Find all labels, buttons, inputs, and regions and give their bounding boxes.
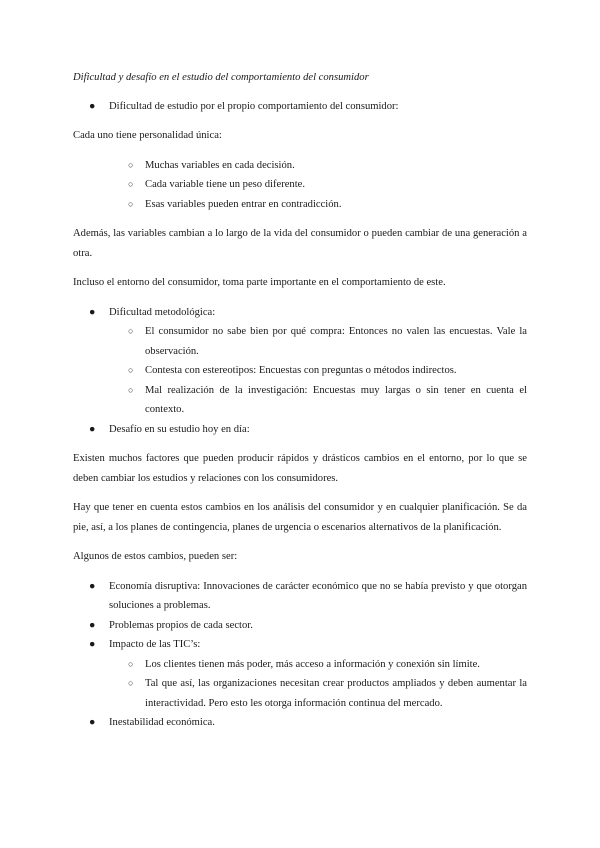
- sub-list-item: [109, 361, 527, 381]
- sub-list-item-text: Muchas variables en cada decisión.: [145, 159, 295, 171]
- paragraph: Algunos de estos cambios, pueden ser:: [73, 551, 238, 562]
- paragraph: Cada uno tiene personalidad única:: [73, 130, 222, 141]
- circle-bullet-icon: ○: [128, 326, 134, 336]
- bullet-icon: ●: [89, 639, 96, 650]
- list-item: [73, 303, 527, 323]
- list-item-text: Desafío en su estudio hoy en día:: [109, 423, 250, 435]
- paragraph: Además, las variables cambian a lo largo de la vida del consumidor o pueden cambiar de una generación a otra.: [73, 228, 527, 259]
- list-item-text: Impacto de las TIC’s:: [109, 639, 201, 650]
- sub-list-1: [109, 156, 527, 215]
- document-body: [73, 68, 527, 733]
- bullet-list-4: [73, 577, 527, 655]
- bullet-list-1: [73, 97, 527, 117]
- sub-list-item: [109, 655, 527, 675]
- sub-list-item: [109, 175, 527, 195]
- bullet-icon: ●: [89, 306, 96, 318]
- list-item-text: Dificultad de estudio por el propio comportamiento del consumidor:: [109, 100, 399, 112]
- sub-list-item-text: El consumidor no sabe bien por qué compra: Entonces no valen las encuestas. Vale la observación.: [145, 326, 527, 357]
- sub-list-item: [109, 381, 527, 420]
- sub-list-item-text: Mal realización de la investigación: Encuestas muy largas o sin tener en cuenta el contexto.: [145, 384, 527, 415]
- paragraph: Hay que tener en cuenta estos cambios en los análisis del consumidor y en cualquier planificación. Se da pie, así, a los planes de contingencia, planes de urgencia o escenarios alternativos de la planificación.: [73, 502, 527, 533]
- list-item-text: Inestabilidad económica.: [109, 717, 215, 728]
- list-item: [73, 713, 527, 733]
- sub-list-item-text: Contesta con estereotipos: Encuestas con preguntas o métodos indirectos.: [145, 365, 457, 376]
- circle-bullet-icon: ○: [128, 159, 134, 170]
- list-item-text: Dificultad metodológica:: [109, 306, 216, 318]
- bullet-icon: ●: [89, 717, 96, 728]
- bullet-list-3: [73, 420, 527, 440]
- circle-bullet-icon: ○: [128, 198, 134, 209]
- sub-list-item-text: Esas variables pueden entrar en contradicción.: [145, 198, 342, 210]
- list-item: [73, 97, 527, 117]
- sub-list-item-text: Tal que así, las organizaciones necesitan crear productos ampliados y deben aumentar la interactividad. Pero esto les otorga información continua del mercado.: [145, 678, 527, 709]
- list-item: [73, 577, 527, 616]
- circle-bullet-icon: ○: [128, 179, 134, 189]
- sub-list-3: [109, 655, 527, 714]
- circle-bullet-icon: ○: [128, 384, 134, 395]
- section-title: Dificultad y desafío en el estudio del comportamiento del consumidor: [73, 72, 369, 83]
- circle-bullet-icon: ○: [128, 678, 134, 688]
- bullet-icon: ●: [89, 423, 96, 435]
- list-item: [73, 635, 527, 655]
- bullet-icon: ●: [89, 100, 96, 112]
- paragraph: Existen muchos factores que pueden producir rápidos y drásticos cambios en el entorno, por lo que se deben cambiar los estudios y relaciones con los consumidores.: [73, 453, 527, 484]
- list-item-text: Economía disruptiva: Innovaciones de carácter económico que no se había previsto y que otorgan soluciones a problemas.: [109, 580, 527, 611]
- list-item: [73, 420, 527, 440]
- sub-list-item-text: Los clientes tienen más poder, más acceso a información y conexión sin límite.: [145, 658, 480, 670]
- circle-bullet-icon: ○: [128, 365, 134, 375]
- sub-list-item-text: Cada variable tiene un peso diferente.: [145, 179, 306, 190]
- sub-list-item: [109, 156, 527, 176]
- paragraph: Incluso el entorno del consumidor, toma parte importante en el comportamiento de este.: [73, 277, 446, 288]
- bullet-icon: ●: [89, 619, 96, 631]
- list-item: [73, 616, 527, 636]
- sub-list-item: [109, 195, 527, 215]
- sub-list-2: [109, 322, 527, 420]
- bullet-list-2: [73, 303, 527, 323]
- sub-list-item: [109, 322, 527, 361]
- circle-bullet-icon: ○: [128, 658, 134, 669]
- bullet-list-5: [73, 713, 527, 733]
- list-item-text: Problemas propios de cada sector.: [109, 619, 253, 631]
- bullet-icon: ●: [89, 580, 96, 592]
- sub-list-item: [109, 674, 527, 713]
